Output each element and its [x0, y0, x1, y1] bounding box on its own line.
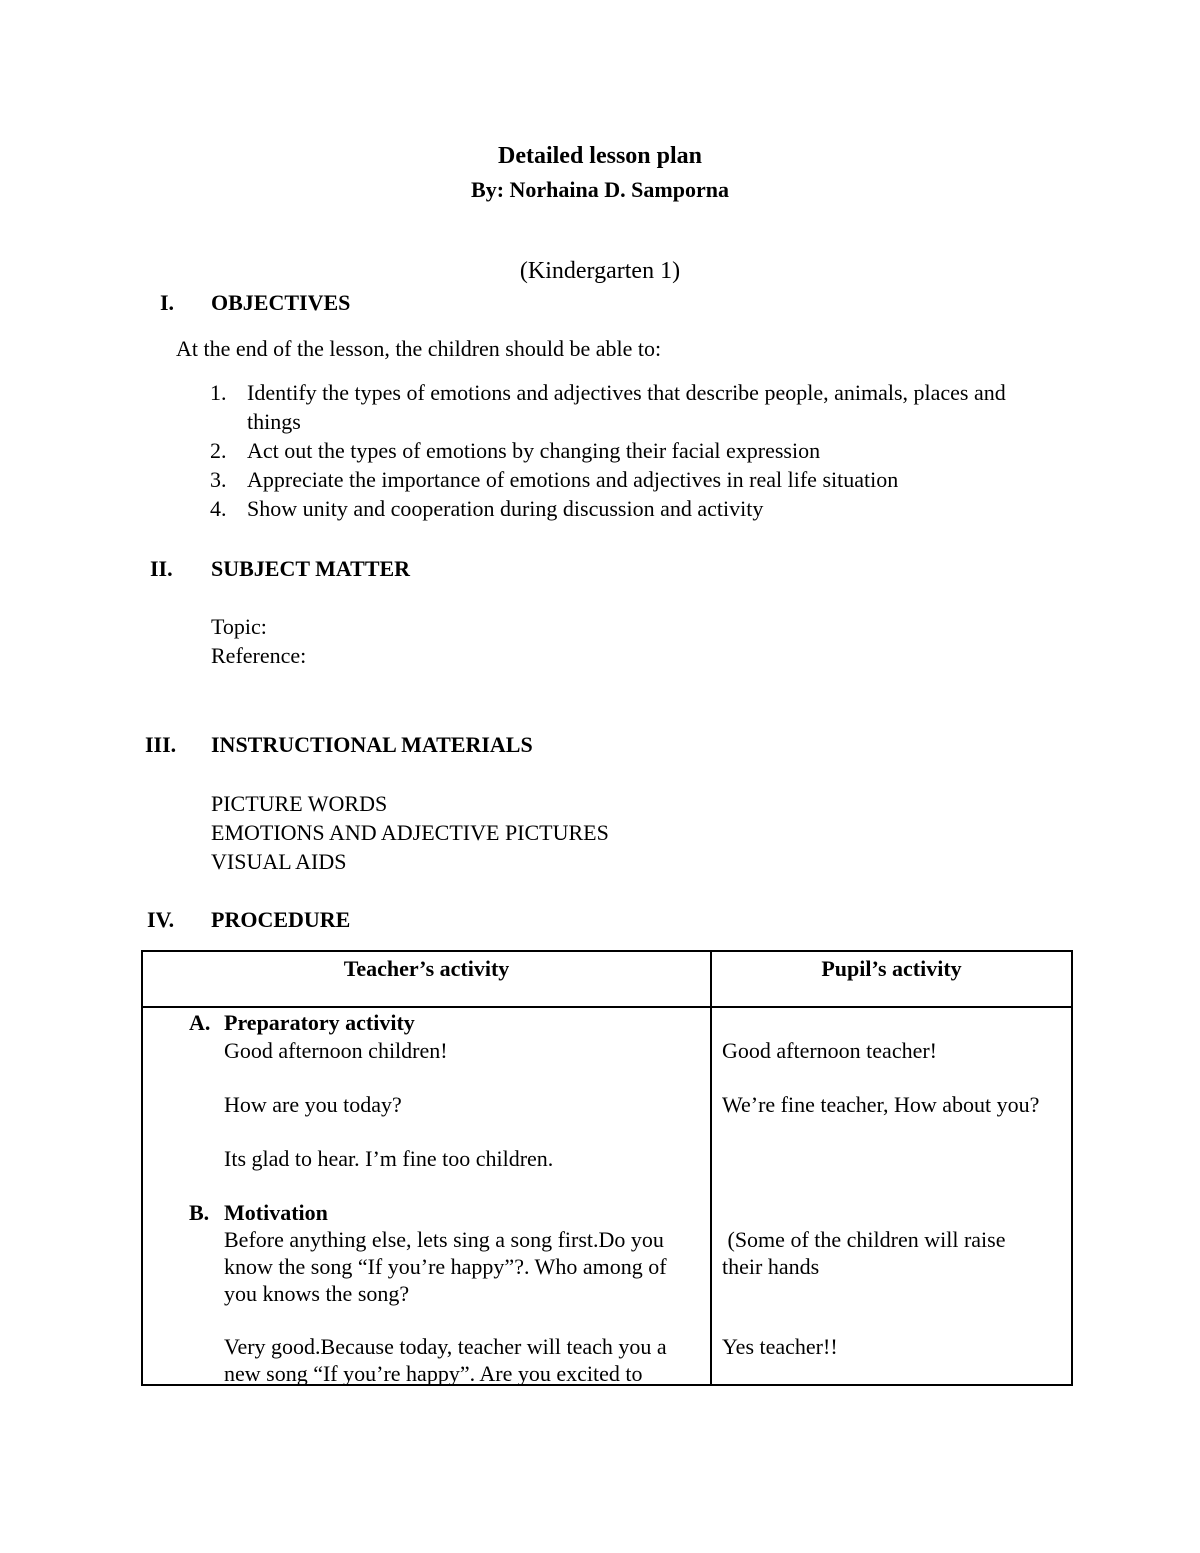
- step-letter-a: A.: [189, 1010, 211, 1035]
- objective-number: 1.: [210, 380, 227, 405]
- objective-number: 2.: [210, 438, 227, 463]
- section-title-subject-matter: SUBJECT MATTER: [211, 556, 411, 581]
- objective-text: Show unity and cooperation during discussion and activity: [247, 496, 764, 521]
- section-number-subject-matter: II.: [150, 556, 173, 581]
- material-item: VISUAL AIDS: [211, 849, 347, 874]
- teacher-line: know the song “If you’re happy”?. Who among of: [224, 1254, 667, 1279]
- step-title-preparatory: Preparatory activity: [224, 1010, 415, 1035]
- section-title-objectives: OBJECTIVES: [211, 290, 351, 315]
- objective-text: Act out the types of emotions by changing their facial expression: [247, 438, 821, 463]
- pupil-line: Good afternoon teacher!: [722, 1038, 938, 1063]
- table-header-divider: [143, 1006, 1071, 1008]
- author-line: By: Norhaina D. Samporna: [471, 177, 729, 202]
- objectives-intro: At the end of the lesson, the children should be able to:: [176, 336, 662, 361]
- section-number-procedure: IV.: [147, 907, 175, 932]
- section-number-objectives: I.: [160, 290, 175, 315]
- pupil-line: (Some of the children will raise: [722, 1227, 1006, 1252]
- step-letter-b: B.: [189, 1200, 210, 1225]
- procedure-table: [141, 950, 1073, 1386]
- teacher-line: Very good.Because today, teacher will teach you a: [224, 1334, 667, 1359]
- pupil-line: their hands: [722, 1254, 820, 1279]
- pupil-line: Yes teacher!!: [722, 1334, 838, 1359]
- grade-level: (Kindergarten 1): [519, 258, 681, 284]
- section-title-procedure: PROCEDURE: [211, 907, 351, 932]
- teacher-activity-header: Teacher’s activity: [343, 956, 510, 981]
- pupil-line: We’re fine teacher, How about you?: [722, 1092, 1040, 1117]
- objective-text: Appreciate the importance of emotions and adjectives in real life situation: [247, 467, 899, 492]
- objective-text: Identify the types of emotions and adjectives that describe people, animals, places and: [247, 380, 1006, 405]
- step-title-motivation: Motivation: [224, 1200, 328, 1225]
- teacher-line: new song “If you’re happy”. Are you excited to: [224, 1361, 643, 1386]
- reference-label: Reference:: [211, 643, 307, 668]
- teacher-line: Its glad to hear. I’m fine too children.: [224, 1146, 554, 1171]
- pupil-activity-header: Pupil’s activity: [821, 956, 962, 981]
- objective-number: 4.: [210, 496, 227, 521]
- teacher-line: Good afternoon children!: [224, 1038, 448, 1063]
- topic-label: Topic:: [211, 614, 267, 639]
- table-column-divider: [710, 952, 712, 1384]
- section-title-materials: INSTRUCTIONAL MATERIALS: [211, 732, 533, 757]
- objective-number: 3.: [210, 467, 227, 492]
- objective-text-continued: things: [247, 409, 301, 434]
- section-number-materials: III.: [145, 732, 177, 757]
- document-title: Detailed lesson plan: [497, 143, 703, 169]
- material-item: PICTURE WORDS: [211, 791, 388, 816]
- material-item: EMOTIONS AND ADJECTIVE PICTURES: [211, 820, 609, 845]
- teacher-line: you knows the song?: [224, 1281, 410, 1306]
- teacher-line: How are you today?: [224, 1092, 402, 1117]
- teacher-line: Before anything else, lets sing a song first.Do you: [224, 1227, 664, 1252]
